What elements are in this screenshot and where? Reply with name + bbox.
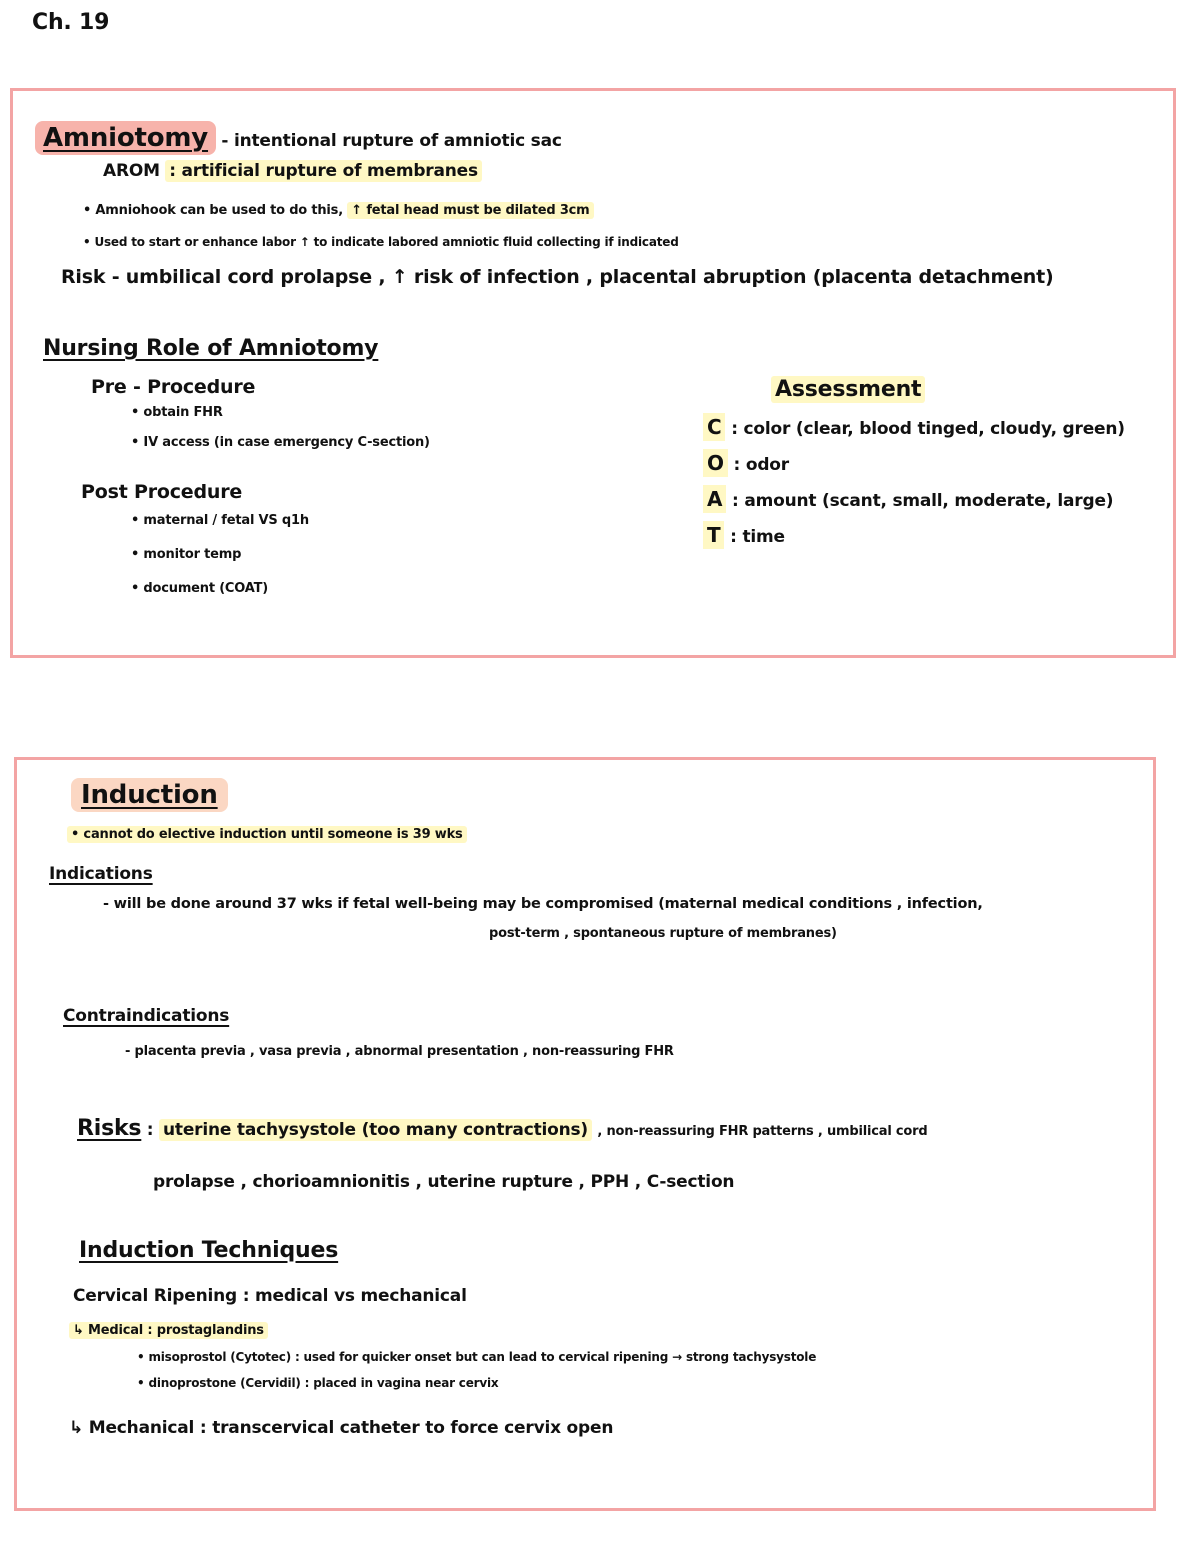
amniotomy-bullet-1-highlight: ↑ fetal head must be dilated 3cm [347, 202, 593, 219]
risks-highlight: uterine tachysystole (too many contractions) [159, 1119, 592, 1141]
assessment-text: : color (clear, blood tinged, cloudy, green) [731, 419, 1125, 439]
risks-rest: , non-reassuring FHR patterns , umbilical cord [597, 1124, 928, 1139]
assessment-letter: T [703, 521, 724, 549]
arom-row [103, 161, 482, 181]
assessment-row-o [703, 451, 789, 475]
assessment-row-c [703, 415, 1125, 439]
assessment-letter: A [703, 485, 726, 513]
risks-heading: Risks [77, 1116, 142, 1141]
induction-section [14, 757, 1156, 1511]
assessment-text: : time [730, 527, 785, 547]
amniotomy-section [10, 88, 1176, 658]
assessment-text: : amount (scant, small, moderate, large) [732, 491, 1114, 511]
assessment-row-a [703, 487, 1113, 511]
assessment-letter: C [703, 413, 725, 441]
indications-line-2: post-term , spontaneous rupture of membranes) [489, 926, 837, 941]
techniques-heading: Induction Techniques [79, 1238, 339, 1263]
cervical-ripening: Cervical Ripening : medical vs mechanical [73, 1286, 467, 1306]
post-item: • document (COAT) [131, 581, 269, 596]
post-item: • monitor temp [131, 547, 242, 562]
indications-heading: Indications [49, 864, 153, 884]
assessment-letter: O [703, 449, 728, 477]
risks-line-2: prolapse , chorioamnionitis , uterine rupture , PPH , C-section [153, 1172, 735, 1192]
induction-note: • cannot do elective induction until someone is 39 wks [67, 826, 467, 843]
amniotomy-heading: Amniotomy [35, 121, 216, 155]
indications-line-1: - will be done around 37 wks if fetal well-being may be compromised (maternal medical conditions , infection, [103, 896, 983, 912]
amniotomy-bullet-1-text: • Amniohook can be used to do this, [83, 203, 348, 218]
pre-procedure-heading: Pre - Procedure [91, 376, 256, 398]
arom-term: AROM [103, 161, 160, 181]
amniotomy-bullet-1 [83, 203, 594, 218]
risks-row: Risks : uterine tachysystole (too many contractions) , non-reassuring FHR patterns , umbilical cord [77, 1116, 928, 1141]
amniotomy-bullet-2: • Used to start or enhance labor ↑ to indicate labored amniotic fluid collecting if indicated [83, 235, 679, 249]
post-procedure-heading: Post Procedure [81, 481, 243, 503]
nursing-role-heading: Nursing Role of Amniotomy [43, 336, 379, 361]
assessment-row-t [703, 523, 785, 547]
pre-item: • IV access (in case emergency C-section) [131, 435, 430, 450]
page-title: Ch. 19 [32, 10, 110, 35]
amniotomy-risk: Risk - umbilical cord prolapse , ↑ risk of infection , placental abruption (placenta detachment) [61, 266, 1054, 288]
mechanical-line: ↳ Mechanical : transcervical catheter to force cervix open [69, 1418, 614, 1438]
induction-heading: Induction [71, 778, 228, 812]
post-item: • maternal / fetal VS q1h [131, 513, 309, 528]
medical-item: • misoprostol (Cytotec) : used for quicker onset but can lead to cervical ripening → strong tachysystole [137, 1350, 817, 1364]
amniotomy-title-row [35, 123, 562, 153]
assessment-text: : odor [733, 455, 789, 475]
medical-item: • dinoprostone (Cervidil) : placed in vagina near cervix [137, 1376, 499, 1390]
contraindications-heading: Contraindications [63, 1006, 230, 1026]
pre-item: • obtain FHR [131, 405, 223, 420]
contraindications-text: - placenta previa , vasa previa , abnormal presentation , non-reassuring FHR [125, 1044, 674, 1059]
medical-line: ↳ Medical : prostaglandins [69, 1322, 268, 1339]
assessment-heading: Assessment [771, 376, 925, 403]
amniotomy-definition: - intentional rupture of amniotic sac [221, 131, 562, 151]
arom-definition: : artificial rupture of membranes [165, 160, 482, 182]
